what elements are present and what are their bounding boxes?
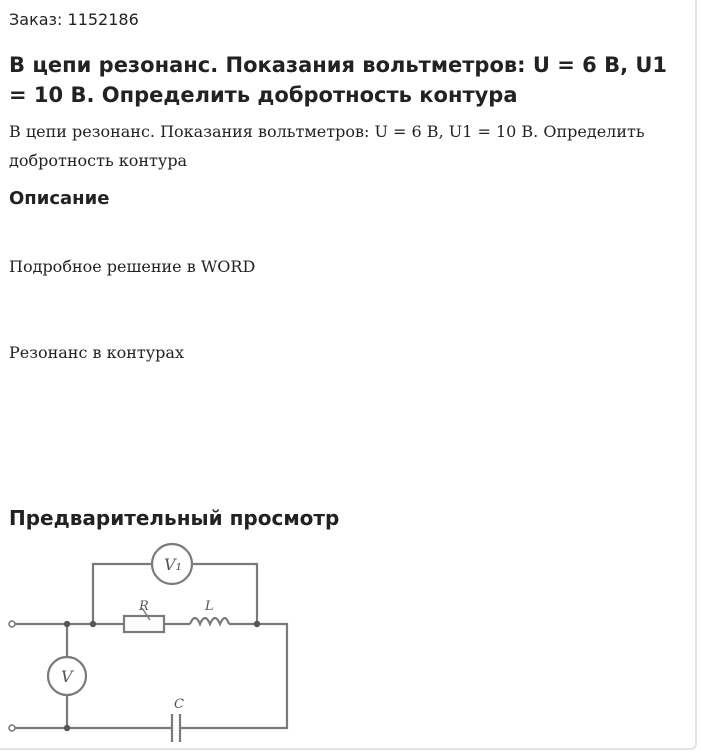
terminal-top [9,621,15,627]
description-solution-text: Подробное решение в WORD [9,257,256,276]
resistor-icon [124,616,164,632]
description-topic-text: Резонанс в контурах [9,343,184,362]
circuit-diagram [0,538,310,750]
inductor-icon [190,618,229,624]
description-heading: Описание [9,188,110,209]
page-title: В цепи резонанс. Показания вольтметров: U = 6 В, U1 = 10 В. Определить добротность контура [9,53,668,107]
junction-dots [64,621,260,731]
inductor-label: L [205,599,214,614]
voltmeter-v-label: V [61,667,73,686]
resistor-label: R [139,599,149,614]
task-statement: В цепи резонанс. Показания вольтметров: U = 6 В, U1 = 10 В. Определить добротность контура [9,122,645,170]
capacitor-label: C [174,697,184,712]
voltmeter-v1-label: V₁ [164,555,182,574]
terminal-bottom [9,725,15,731]
circuit-wires [14,564,287,728]
capacitor-icon [172,714,180,742]
preview-heading: Предварительный просмотр [9,506,340,530]
order-number: Заказ: 1152186 [9,10,139,29]
